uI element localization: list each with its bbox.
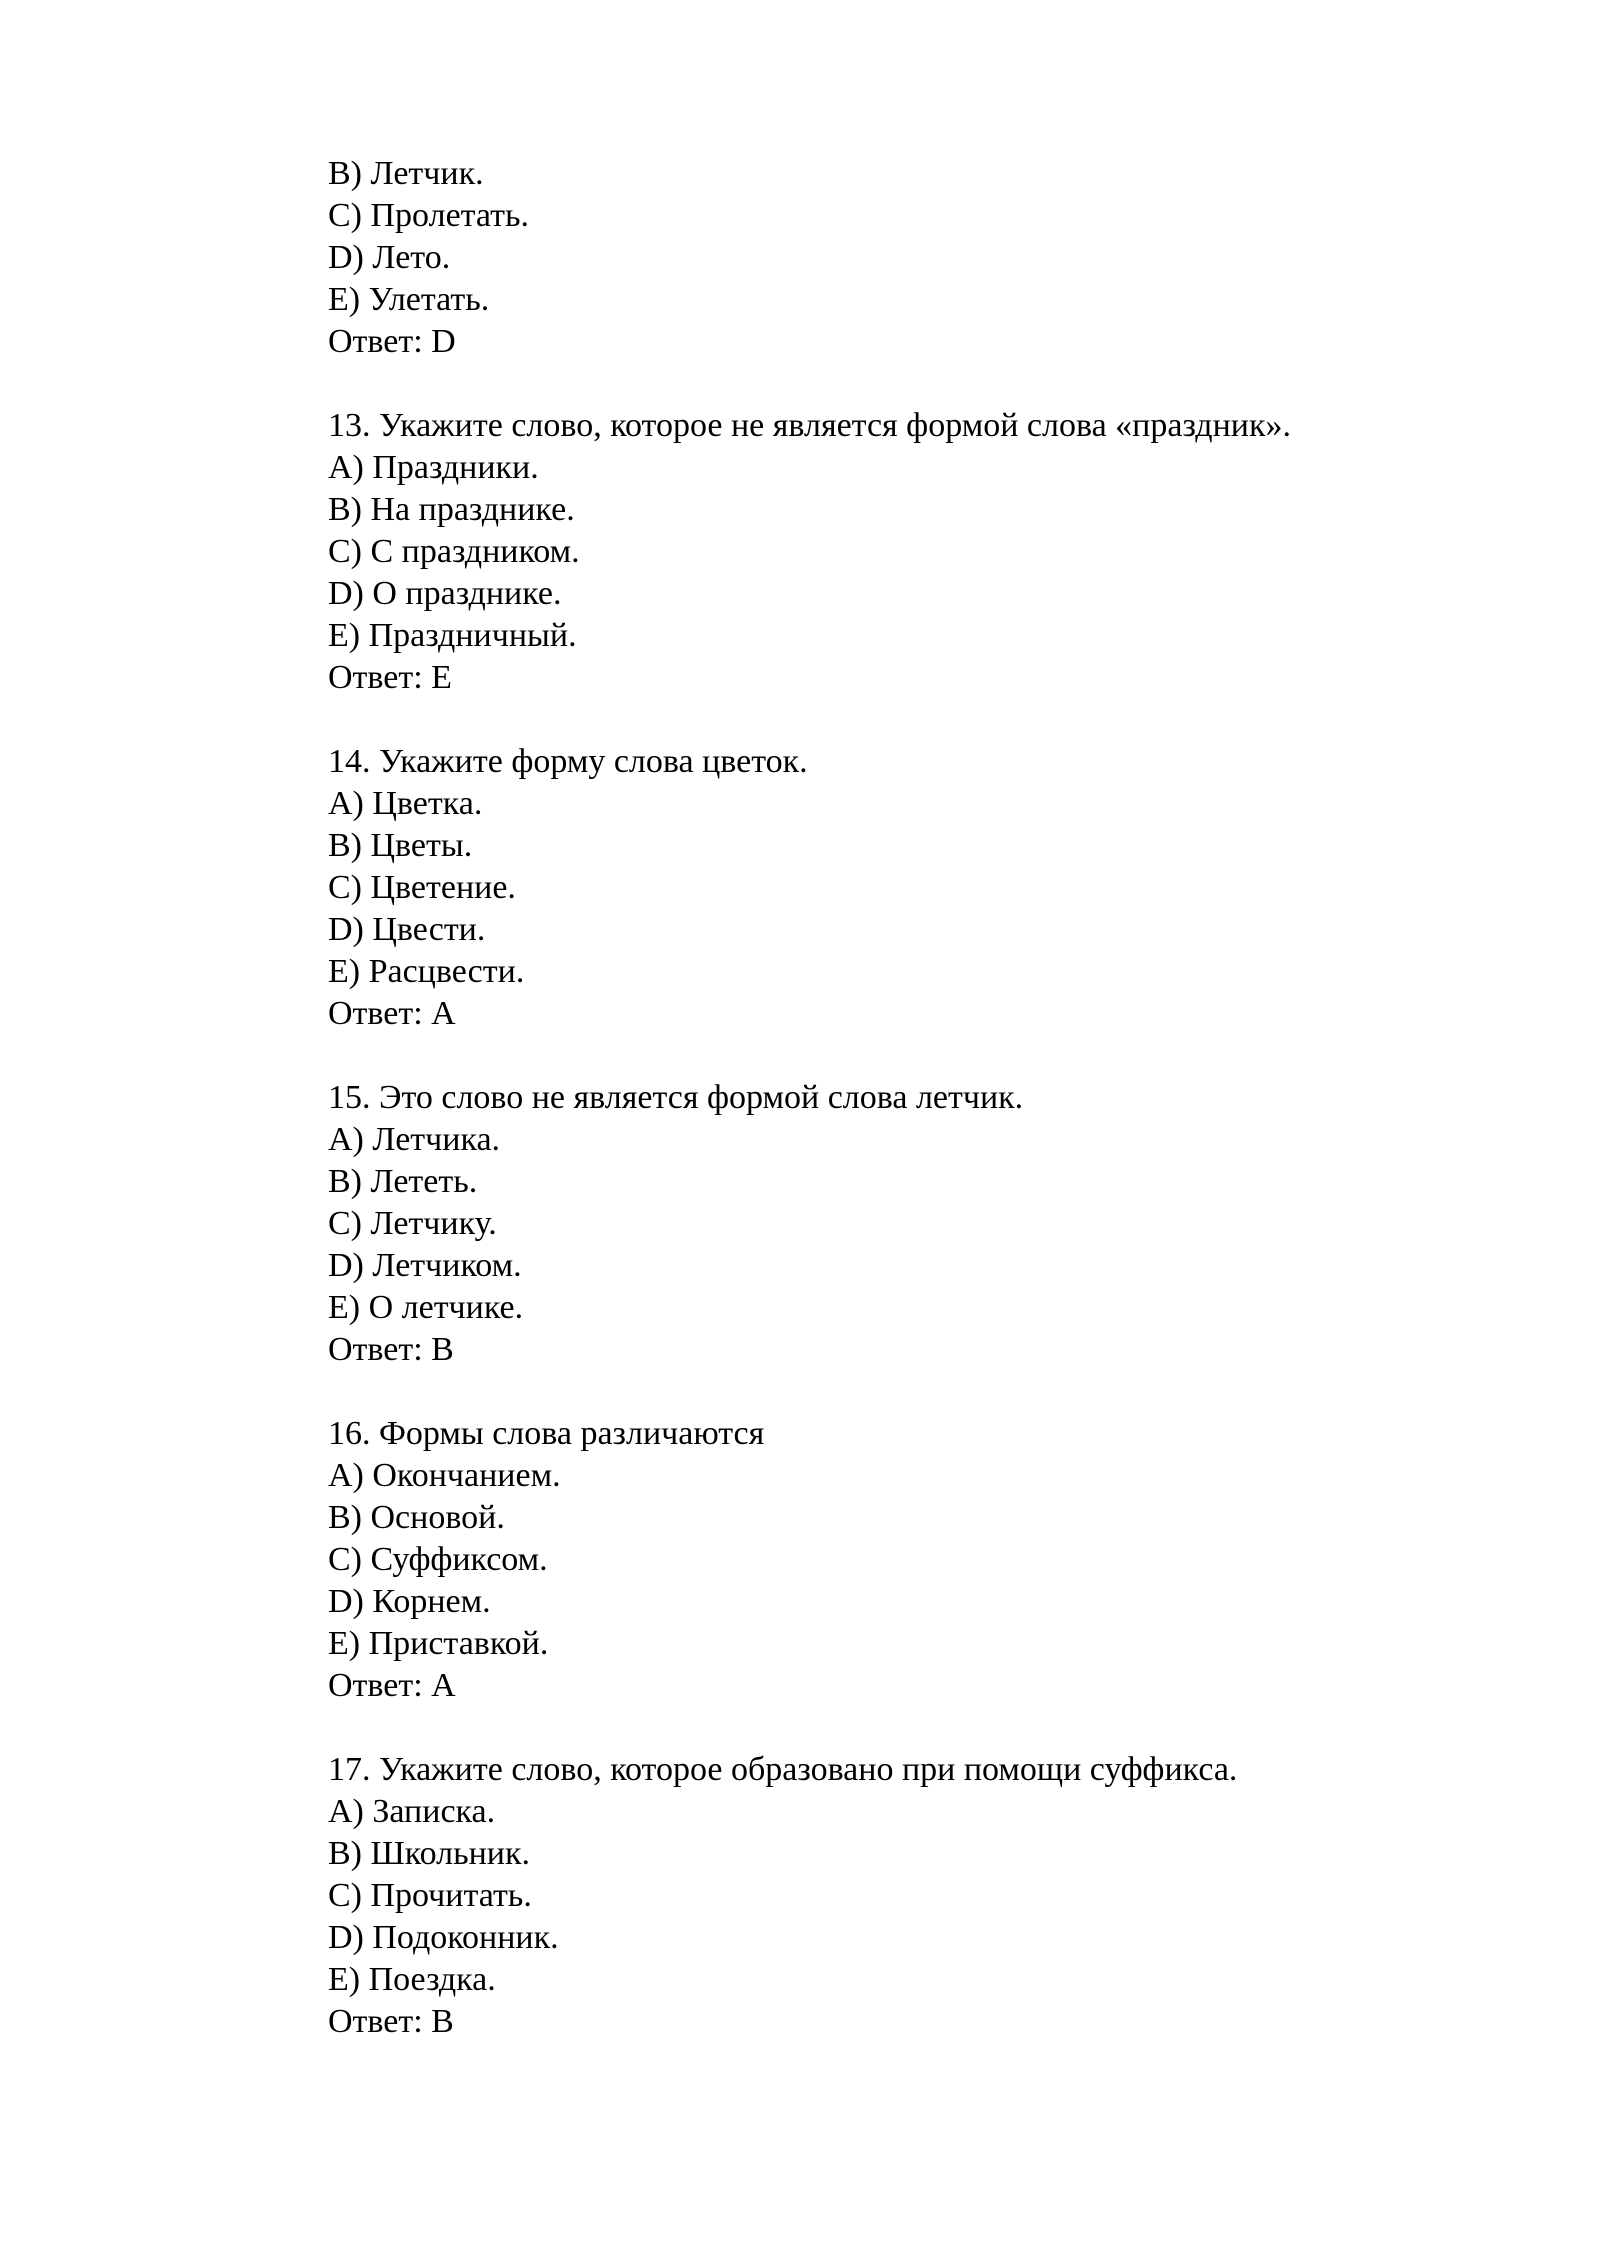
option-e: E) О летчике. xyxy=(328,1289,524,1326)
option-d: D) Летчиком. xyxy=(328,1247,522,1284)
question-text: 17. Укажите слово, которое образовано при помощи суффикса. xyxy=(328,1751,1238,1788)
option-b: B) Цветы. xyxy=(328,827,473,864)
question-text: 15. Это слово не является формой слова летчик. xyxy=(328,1079,1024,1116)
option-b: B) Основой. xyxy=(328,1499,505,1536)
option-d: D) Корнем. xyxy=(328,1583,491,1620)
option-a: A) Окончанием. xyxy=(328,1457,561,1494)
question-15 xyxy=(328,1077,1428,1371)
option-a: A) Праздники. xyxy=(328,449,539,486)
option-c: C) Пролетать. xyxy=(328,197,530,234)
option-a: A) Записка. xyxy=(328,1793,496,1830)
question-text: 13. Укажите слово, которое не является формой слова «праздник». xyxy=(328,407,1291,444)
question-text: 14. Укажите форму слова цветок. xyxy=(328,743,808,780)
option-e: E) Расцвести. xyxy=(328,953,525,990)
option-c: C) Цветение. xyxy=(328,869,516,906)
question-12-continuation xyxy=(328,153,1428,363)
option-c: C) Прочитать. xyxy=(328,1877,532,1914)
option-d: D) Подоконник. xyxy=(328,1919,559,1956)
option-c: C) Летчику. xyxy=(328,1205,497,1242)
option-a: A) Цветка. xyxy=(328,785,483,822)
option-c: C) С праздником. xyxy=(328,533,580,570)
answer: Ответ: E xyxy=(328,659,452,696)
question-16 xyxy=(328,1413,1428,1707)
option-d: D) О празднике. xyxy=(328,575,562,612)
answer: Ответ: A xyxy=(328,995,456,1032)
document-page xyxy=(328,153,1428,2085)
option-d: D) Лето. xyxy=(328,239,451,276)
answer: Ответ: B xyxy=(328,2003,454,2040)
answer: Ответ: B xyxy=(328,1331,454,1368)
question-17 xyxy=(328,1749,1428,2043)
option-c: C) Суффиксом. xyxy=(328,1541,548,1578)
option-a: A) Летчика. xyxy=(328,1121,501,1158)
option-e: E) Праздничный. xyxy=(328,617,577,654)
option-d: D) Цвести. xyxy=(328,911,486,948)
option-e: E) Поездка. xyxy=(328,1961,496,1998)
answer: Ответ: A xyxy=(328,1667,456,1704)
option-b: B) Лететь. xyxy=(328,1163,478,1200)
question-13 xyxy=(328,405,1428,699)
option-e: E) Улетать. xyxy=(328,281,490,318)
answer: Ответ: D xyxy=(328,323,456,360)
question-14 xyxy=(328,741,1428,1035)
option-b: B) На празднике. xyxy=(328,491,575,528)
option-b: B) Летчик. xyxy=(328,155,484,192)
question-text: 16. Формы слова различаются xyxy=(328,1415,765,1452)
option-e: E) Приставкой. xyxy=(328,1625,549,1662)
option-b: B) Школьник. xyxy=(328,1835,531,1872)
